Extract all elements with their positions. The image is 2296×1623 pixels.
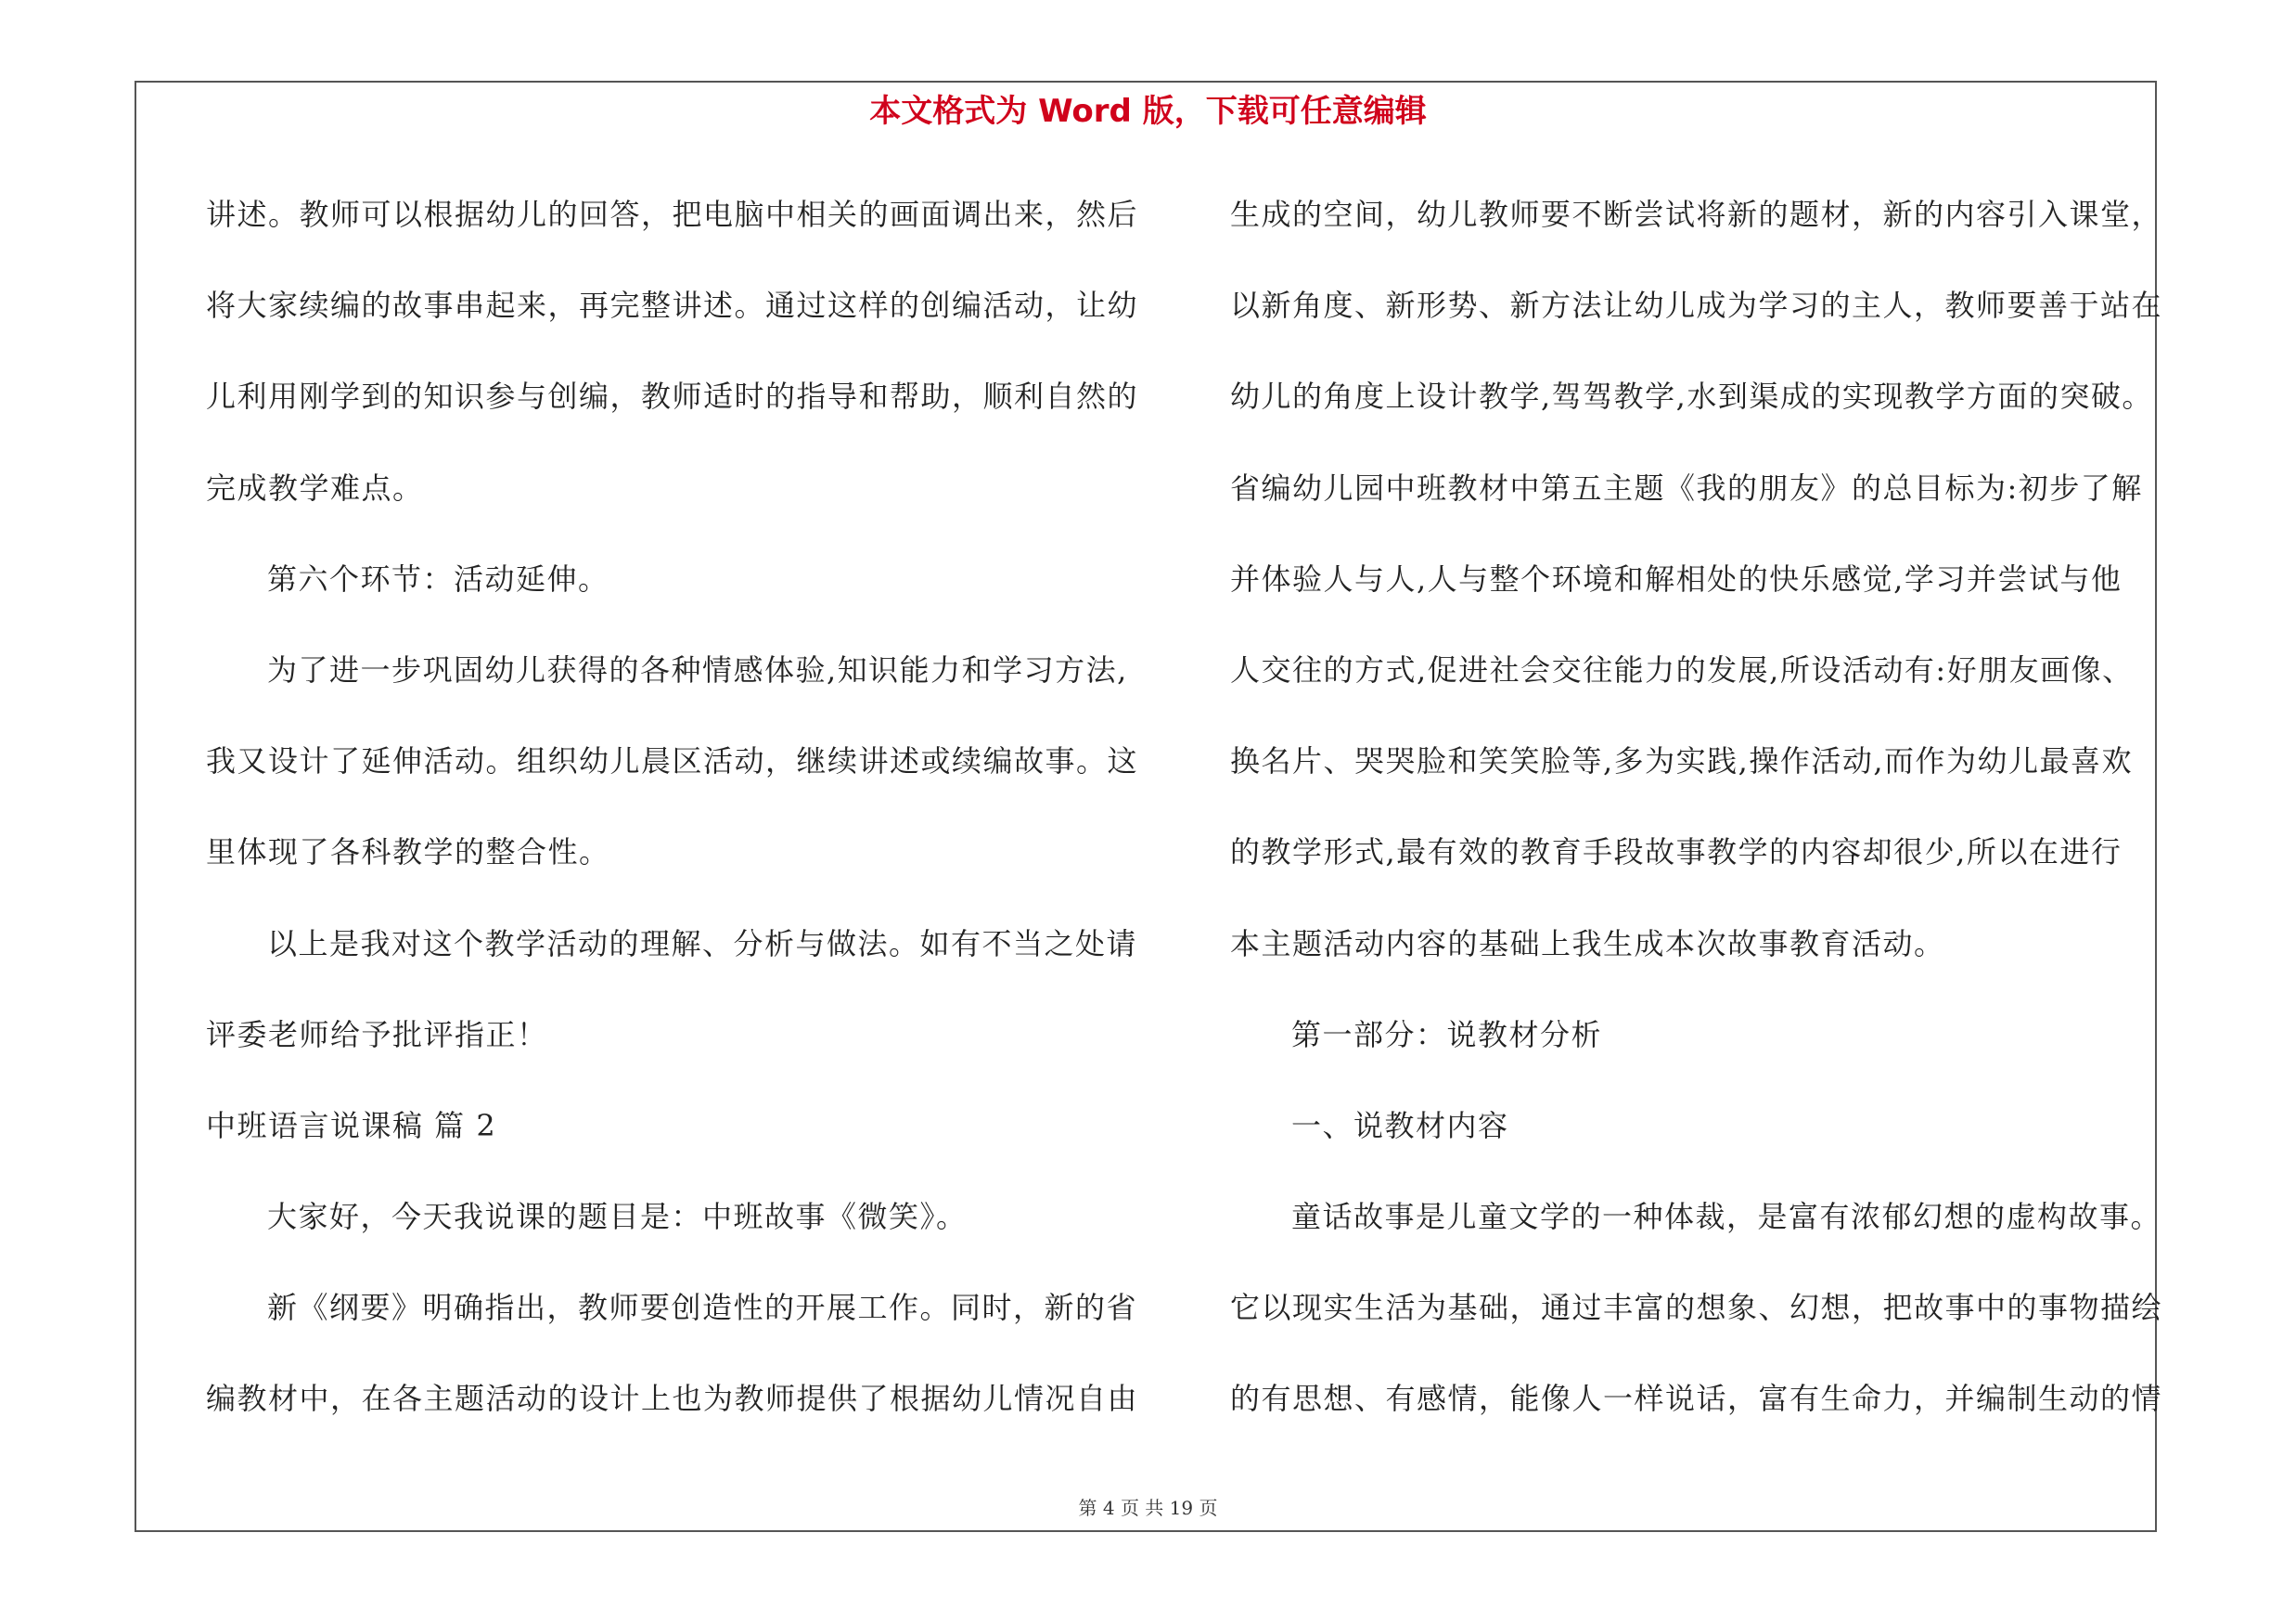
right-column-line: 本主题活动内容的基础上我生成本次故事教育活动。 [1230,925,1945,961]
left-column-line: 里体现了各科教学的整合性。 [206,834,610,870]
right-column-line: 幼儿的角度上设计教学,驾驾教学,水到渠成的实现教学方面的突破。 [1230,379,2153,415]
right-column-line: 第一部分：说教材分析 [1291,1016,1603,1052]
left-column-line: 儿利用刚学到的知识参与创编，教师适时的指导和帮助，顺利自然的 [206,379,1139,415]
left-column-line: 第六个环节：活动延伸。 [267,560,609,597]
left-column-line: 将大家续编的故事串起来，再完整讲述。通过这样的创编活动，让幼 [206,288,1139,324]
right-column-line: 生成的空间，幼儿教师要不断尝试将新的题材，新的内容引入课堂， [1230,197,2163,232]
page-number: 第 4 页 共 19 页 [1078,1497,1218,1519]
left-column [206,182,1139,1458]
left-column-line: 我又设计了延伸活动。组织幼儿晨区活动，继续讲述或续编故事。这 [206,743,1139,779]
left-column-line: 讲述。教师可以根据幼儿的回答，把电脑中相关的画面调出来，然后 [206,197,1139,232]
left-column-line: 新《纲要》明确指出，教师要创造性的开展工作。同时，新的省 [267,1290,1138,1326]
left-column-line: 完成教学难点。 [206,470,424,506]
right-column-line: 以新角度、新形势、新方法让幼儿成为学习的主人，教师要善于站在 [1230,288,2163,324]
left-column-line: 中班语言说课稿 篇 2 [206,1107,497,1143]
right-column-line: 的教学形式,最有效的教育手段故事教学的内容却很少,所以在进行 [1230,834,2123,870]
right-column [1230,182,2176,1458]
format-banner: 本文格式为 Word 版，下载可任意编辑 [869,93,1427,130]
left-column-line: 评委老师给予批评指正！ [206,1016,548,1052]
right-column-line: 换名片、哭哭脸和笑笑脸等,多为实践,操作活动,而作为幼儿最喜欢 [1230,743,2134,779]
right-column-line: 它以现实生活为基础，通过丰富的想象、幻想，把故事中的事物描绘 [1230,1290,2163,1326]
right-column-line: 并体验人与人,人与整个环境和解相处的快乐感觉,学习并尝试与他 [1230,560,2123,597]
left-column-line: 大家好，今天我说课的题目是：中班故事《微笑》。 [267,1199,968,1235]
left-column-line: 以上是我对这个教学活动的理解、分析与做法。如有不当之处请 [267,925,1138,961]
right-column-line: 一、说教材内容 [1291,1107,1509,1143]
right-column-line: 人交往的方式,促进社会交往能力的发展,所设活动有:好朋友画像、 [1230,651,2134,688]
left-column-line: 编教材中，在各主题活动的设计上也为教师提供了根据幼儿情况自由 [206,1381,1139,1417]
right-column-line: 童话故事是儿童文学的一种体裁，是富有浓郁幻想的虚构故事。 [1291,1199,2162,1235]
right-column-line: 的有思想、有感情，能像人一样说话，富有生命力，并编制生动的情 [1230,1381,2163,1417]
right-column-line: 省编幼儿园中班教材中第五主题《我的朋友》的总目标为:初步了解 [1230,470,2143,506]
left-column-line: 为了进一步巩固幼儿获得的各种情感体验,知识能力和学习方法, [267,651,1128,688]
